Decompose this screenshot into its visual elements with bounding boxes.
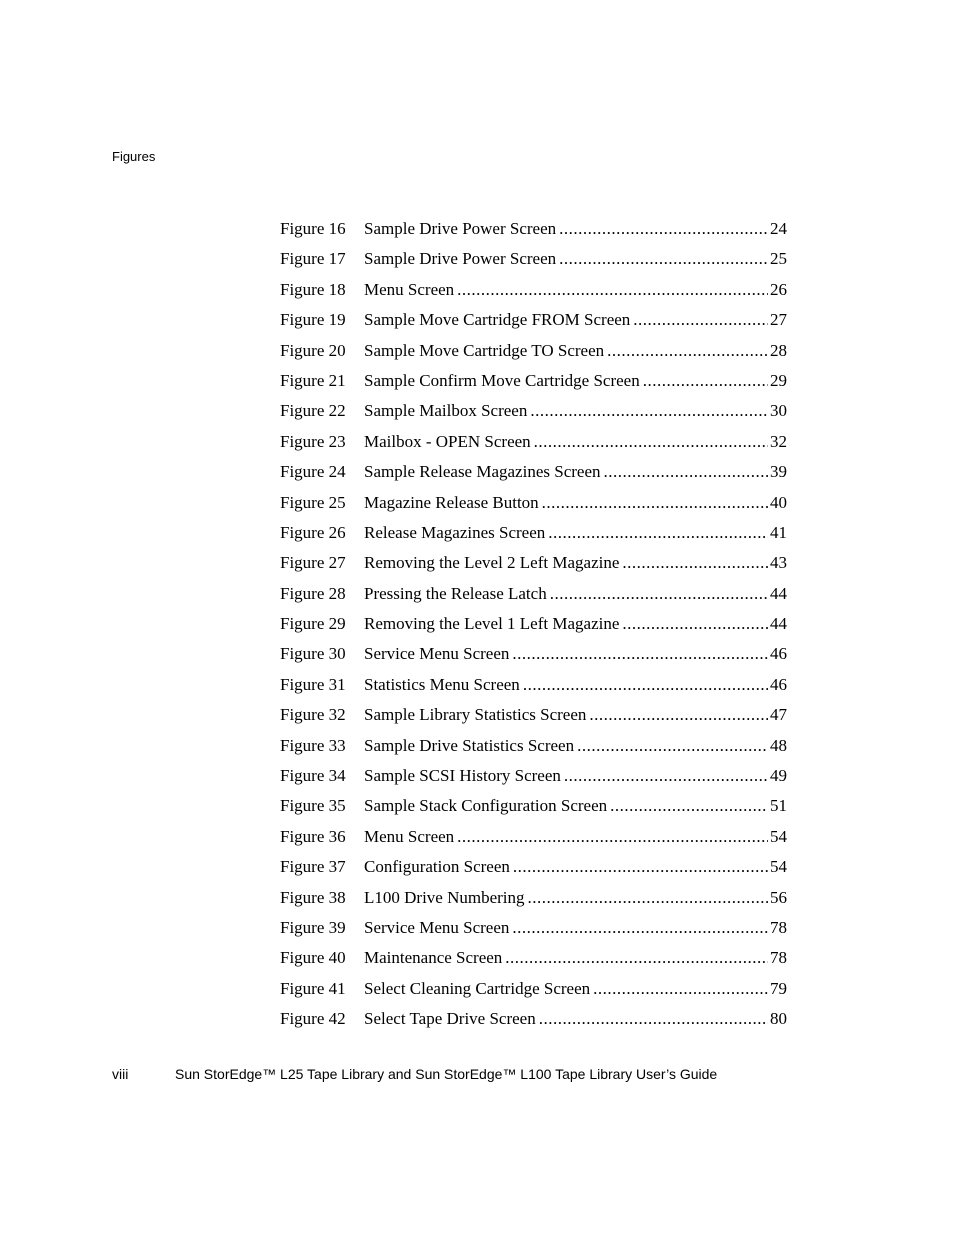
toc-figure-number: Figure 36	[280, 826, 346, 846]
toc-page-number: 48	[770, 735, 787, 755]
toc-dot-leader	[548, 520, 768, 546]
toc-entry[interactable]	[280, 368, 787, 398]
toc-figure-number: Figure 29	[280, 614, 346, 634]
toc-entry[interactable]	[280, 854, 787, 884]
toc-figure-number: Figure 41	[280, 978, 346, 998]
toc-entry[interactable]	[280, 246, 787, 276]
toc-figure-number: Figure 19	[280, 310, 346, 330]
toc-figure-title: Select Cleaning Cartridge Screen	[364, 978, 591, 998]
toc-entry[interactable]	[280, 581, 787, 611]
toc-dot-leader	[622, 550, 768, 576]
toc-figure-number: Figure 35	[280, 796, 346, 816]
toc-dot-leader	[633, 307, 768, 333]
toc-page-number: 46	[770, 674, 787, 694]
toc-entry[interactable]	[280, 307, 787, 337]
toc-entry[interactable]	[280, 793, 787, 823]
toc-figure-title: Sample Stack Configuration Screen	[364, 796, 608, 816]
running-header: Figures	[112, 149, 156, 164]
toc-figure-number: Figure 18	[280, 279, 346, 299]
toc-figure-number: Figure 16	[280, 219, 346, 238]
toc-dot-leader	[530, 398, 768, 424]
toc-page-number: 26	[770, 279, 787, 299]
toc-page-number: 44	[770, 614, 787, 634]
toc-figure-title: Sample Mailbox Screen	[364, 401, 528, 421]
toc-entry[interactable]	[280, 885, 787, 915]
toc-figure-number: Figure 32	[280, 705, 346, 725]
toc-entry[interactable]	[280, 490, 787, 520]
toc-dot-leader	[559, 216, 768, 242]
toc-figure-number: Figure 42	[280, 1009, 346, 1029]
toc-page-number: 44	[770, 583, 787, 603]
toc-figure-title: Statistics Menu Screen	[364, 674, 520, 694]
toc-figure-title: Service Menu Screen	[364, 644, 510, 664]
toc-figure-title: Sample Drive Power Screen	[364, 219, 557, 238]
toc-dot-leader	[622, 611, 768, 637]
toc-figure-title: Sample Library Statistics Screen	[364, 705, 587, 725]
toc-figure-title: Sample Move Cartridge FROM Screen	[364, 310, 631, 330]
toc-dot-leader	[505, 945, 768, 971]
toc-dot-leader	[593, 976, 768, 1002]
toc-entry[interactable]	[280, 824, 787, 854]
toc-figure-number: Figure 28	[280, 583, 346, 603]
toc-figure-number: Figure 20	[280, 340, 346, 360]
toc-figure-title: Sample SCSI History Screen	[364, 766, 561, 786]
toc-figure-number: Figure 33	[280, 735, 346, 755]
toc-entry[interactable]	[280, 733, 787, 763]
toc-figure-title: Select Tape Drive Screen	[364, 1009, 536, 1029]
toc-dot-leader	[589, 702, 768, 728]
toc-page-number: 39	[770, 462, 787, 482]
toc-figure-number: Figure 25	[280, 492, 346, 512]
toc-page-number: 46	[770, 644, 787, 664]
toc-dot-leader	[523, 672, 768, 698]
toc-page-number: 47	[770, 705, 787, 725]
toc-entry[interactable]	[280, 611, 787, 641]
toc-entry[interactable]	[280, 763, 787, 793]
toc-page-number: 27	[770, 310, 787, 330]
toc-figure-number: Figure 30	[280, 644, 346, 664]
toc-figure-title: Menu Screen	[364, 826, 455, 846]
toc-dot-leader	[550, 581, 768, 607]
toc-page-number: 78	[770, 917, 787, 937]
toc-figure-title: Maintenance Screen	[364, 948, 503, 968]
toc-page-number: 54	[770, 826, 787, 846]
toc-figure-title: L100 Drive Numbering	[364, 887, 525, 907]
toc-figure-title: Sample Drive Statistics Screen	[364, 735, 575, 755]
toc-page-number: 54	[770, 857, 787, 877]
toc-dot-leader	[564, 763, 768, 789]
toc-entry[interactable]	[280, 1006, 787, 1036]
toc-dot-leader	[607, 338, 768, 364]
list-of-figures	[280, 216, 787, 1037]
toc-dot-leader	[542, 490, 768, 516]
toc-entry[interactable]	[280, 398, 787, 428]
toc-entry[interactable]	[280, 641, 787, 671]
footer-book-title: Sun StorEdge™ L25 Tape Library and Sun StorEdge™ L100 Tape Library User’s Guide	[175, 1066, 718, 1082]
toc-page-number: 79	[770, 978, 787, 998]
toc-figure-number: Figure 40	[280, 948, 346, 968]
toc-page-number: 43	[770, 553, 787, 573]
toc-figure-number: Figure 34	[280, 766, 346, 786]
toc-figure-number: Figure 21	[280, 370, 346, 390]
toc-entry[interactable]	[280, 550, 787, 580]
toc-entry[interactable]	[280, 520, 787, 550]
toc-page-number: 78	[770, 948, 787, 968]
toc-page-number: 40	[770, 492, 787, 512]
toc-figure-title: Sample Release Magazines Screen	[364, 462, 601, 482]
toc-figure-number: Figure 31	[280, 674, 346, 694]
footer-page-number: viii	[112, 1066, 129, 1082]
toc-figure-number: Figure 24	[280, 462, 346, 482]
toc-figure-number: Figure 37	[280, 857, 346, 877]
toc-figure-title: Mailbox - OPEN Screen	[364, 431, 531, 451]
toc-figure-number: Figure 39	[280, 917, 346, 937]
toc-figure-title: Sample Drive Power Screen	[364, 249, 557, 269]
toc-dot-leader	[512, 641, 768, 667]
toc-entry[interactable]	[280, 976, 787, 1006]
toc-dot-leader	[457, 824, 768, 850]
toc-page-number: 49	[770, 766, 787, 786]
toc-dot-leader	[539, 1006, 768, 1032]
toc-dot-leader	[528, 885, 768, 911]
toc-entry[interactable]	[280, 429, 787, 459]
toc-dot-leader	[577, 733, 768, 759]
toc-entry[interactable]	[280, 338, 787, 368]
toc-entry[interactable]	[280, 915, 787, 945]
toc-page-number: 51	[770, 796, 787, 816]
toc-figure-title: Configuration Screen	[364, 857, 510, 877]
toc-entry[interactable]	[280, 459, 787, 489]
toc-entry[interactable]	[280, 672, 787, 702]
toc-dot-leader	[604, 459, 769, 485]
toc-figure-title: Release Magazines Screen	[364, 522, 546, 542]
toc-dot-leader	[643, 368, 768, 394]
toc-dot-leader	[513, 854, 768, 880]
toc-figure-number: Figure 38	[280, 887, 346, 907]
toc-figure-number: Figure 27	[280, 553, 346, 573]
toc-figure-number: Figure 26	[280, 522, 346, 542]
toc-page-number: 24	[770, 219, 787, 238]
toc-dot-leader	[512, 915, 768, 941]
toc-figure-title: Pressing the Release Latch	[364, 583, 547, 603]
toc-figure-title: Sample Confirm Move Cartridge Screen	[364, 370, 640, 390]
toc-entry[interactable]	[280, 216, 787, 246]
toc-dot-leader	[610, 793, 768, 819]
toc-figure-title: Service Menu Screen	[364, 917, 510, 937]
toc-entry[interactable]	[280, 702, 787, 732]
toc-figure-title: Magazine Release Button	[364, 492, 539, 512]
toc-figure-number: Figure 17	[280, 249, 346, 269]
toc-dot-leader	[534, 429, 768, 455]
toc-figure-title: Sample Move Cartridge TO Screen	[364, 340, 605, 360]
toc-figure-title: Menu Screen	[364, 279, 455, 299]
toc-page-number: 32	[770, 431, 787, 451]
toc-page-number: 25	[770, 249, 787, 269]
toc-dot-leader	[457, 277, 768, 303]
toc-entry[interactable]	[280, 277, 787, 307]
toc-entry[interactable]	[280, 945, 787, 975]
toc-page-number: 30	[770, 401, 787, 421]
toc-figure-number: Figure 23	[280, 431, 346, 451]
toc-figure-title: Removing the Level 2 Left Magazine	[364, 553, 620, 573]
toc-page-number: 29	[770, 370, 787, 390]
toc-page-number: 28	[770, 340, 787, 360]
toc-figure-title: Removing the Level 1 Left Magazine	[364, 614, 620, 634]
toc-page-number: 56	[770, 887, 787, 907]
toc-figure-number: Figure 22	[280, 401, 346, 421]
toc-page-number: 41	[770, 522, 787, 542]
toc-dot-leader	[559, 246, 768, 272]
toc-page-number: 80	[770, 1009, 787, 1029]
